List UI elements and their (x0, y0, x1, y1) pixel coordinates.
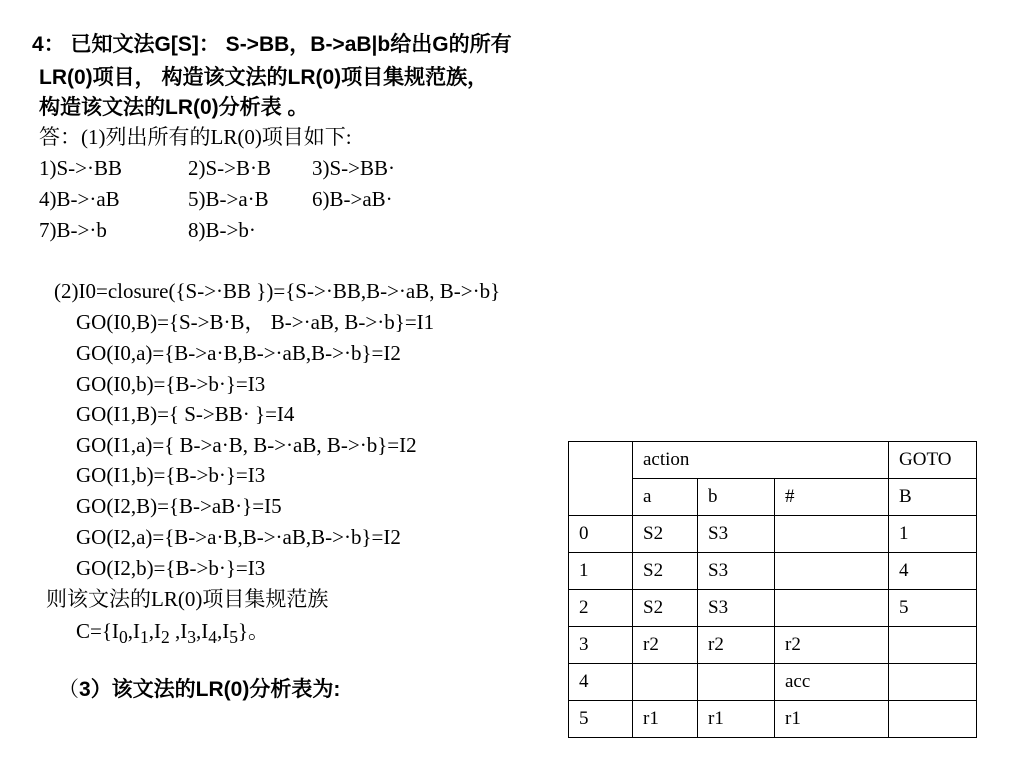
goto-line: GO(I2,B)={B->aB·}=I5 (76, 494, 282, 518)
family-sub: 2 (160, 627, 170, 648)
table-intro-text: ）该文法的LR(0)分析表为: (90, 678, 341, 701)
table-cell: S3 (698, 516, 775, 553)
item-6: 6)B->aB· (312, 187, 393, 211)
item-3: 3)S->BB· (312, 156, 396, 180)
table-cell: r1 (775, 701, 889, 738)
state-cell: 3 (569, 627, 633, 664)
subheader-cell: B (889, 479, 977, 516)
family-sub: 0 (118, 627, 128, 648)
table-cell (775, 590, 889, 627)
question-number: 4 (32, 33, 44, 56)
subheader-cell: a (633, 479, 698, 516)
table-row (569, 664, 977, 701)
table-cell (633, 664, 698, 701)
question-line-3: 构造该文法的LR(0)分析表 。 (39, 96, 309, 119)
goto-line: GO(I1,B)={ S->BB· }=I4 (76, 402, 295, 426)
table-cell: 5 (889, 590, 977, 627)
goto-line: GO(I2,b)={B->b·}=I3 (76, 556, 266, 580)
table-row (569, 553, 977, 590)
question-line-2: LR(0)项目， 构造该文法的LR(0)项目集规范族， (39, 66, 489, 89)
item-4: 4)B->·aB (39, 187, 120, 211)
table-cell: r1 (698, 701, 775, 738)
state-cell: 0 (569, 516, 633, 553)
subheader-cell: b (698, 479, 775, 516)
goto-line: GO(I0,B)={S->B·B， B->·aB, B->·b}=I1 (76, 310, 435, 334)
state-cell: 5 (569, 701, 633, 738)
table-row (569, 701, 977, 738)
action-header: action (633, 442, 889, 479)
answer-intro: 答：(1)列出所有的LR(0)项目如下: (39, 125, 352, 149)
item-2: 2)S->B·B (188, 156, 272, 180)
table-row (569, 516, 977, 553)
goto-line: GO(I0,a)={B->a·B,B->·aB,B->·b}=I2 (76, 341, 401, 365)
family-sub: 1 (139, 627, 149, 648)
table-cell (889, 627, 977, 664)
goto-line: GO(I1,b)={B->b·}=I3 (76, 463, 266, 487)
item-set-family: $C=\{I_0,I_1,I_2$ $,I_3,I_4,I_5$}。 (76, 619, 270, 648)
state-cell: 2 (569, 590, 633, 627)
table-cell: r2 (775, 627, 889, 664)
table-cell (775, 516, 889, 553)
question-text: ： 已知文法G[S]： S->BB，B->aB|b给出G的所有 (43, 33, 512, 56)
family-prefix: C={I (76, 619, 119, 643)
table-cell: r1 (633, 701, 698, 738)
table-cell: 4 (889, 553, 977, 590)
table-cell: S2 (633, 590, 698, 627)
table-cell: 1 (889, 516, 977, 553)
table-cell: acc (775, 664, 889, 701)
family-intro: 则该文法的LR(0)项目集规范族 (46, 587, 329, 611)
table-cell (775, 553, 889, 590)
family-sub: 3 (187, 627, 196, 648)
item-7: 7)B->·b (39, 218, 107, 242)
table-intro-num: 3 (79, 678, 91, 701)
table-cell: r2 (698, 627, 775, 664)
table-cell: S2 (633, 553, 698, 590)
table-row (569, 590, 977, 627)
closure-title: (2)I0=closure({S->·BB })={S->·BB,B->·aB, B->·b} (54, 279, 501, 303)
goto-line: GO(I2,a)={B->a·B,B->·aB,B->·b}=I2 (76, 525, 401, 549)
table-intro-paren: （ (58, 677, 79, 701)
table-cell (698, 664, 775, 701)
state-cell: 4 (569, 664, 633, 701)
table-cell: S3 (698, 590, 775, 627)
item-8: 8)B->b· (188, 218, 256, 242)
family-sub: 5 (229, 627, 238, 648)
item-1: 1)S->·BB (39, 156, 123, 180)
table-cell: S3 (698, 553, 775, 590)
question-line-1 (32, 34, 512, 55)
item-5: 5)B->a·B (188, 187, 269, 211)
subheader-cell: # (775, 479, 889, 516)
table-row (569, 627, 977, 664)
goto-header: GOTO (889, 442, 977, 479)
table-cell: r2 (633, 627, 698, 664)
table-cell (889, 701, 977, 738)
goto-line: GO(I1,a)={ B->a·B, B->·aB, B->·b}=I2 (76, 433, 417, 457)
lr0-analysis-table (568, 441, 977, 738)
state-cell: 1 (569, 553, 633, 590)
family-sub: 4 (208, 627, 217, 648)
goto-line: GO(I0,b)={B->b·}=I3 (76, 372, 266, 396)
table-header-row (569, 442, 977, 479)
family-suffix: }。 (237, 619, 270, 643)
table-corner-cell (569, 442, 633, 516)
table-cell (889, 664, 977, 701)
table-cell: S2 (633, 516, 698, 553)
table-intro (58, 679, 340, 700)
